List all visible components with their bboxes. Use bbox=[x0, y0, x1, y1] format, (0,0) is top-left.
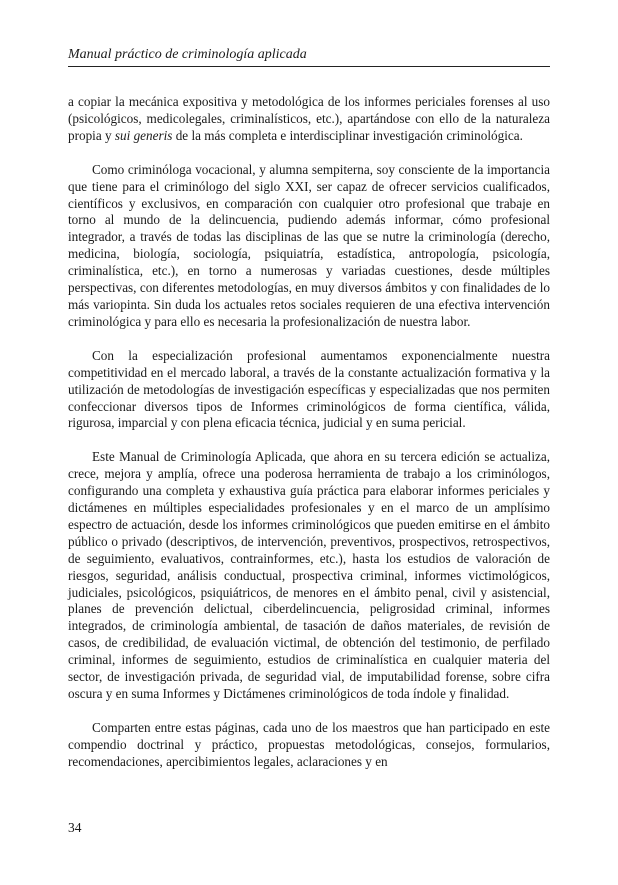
running-header: Manual práctico de criminología aplicada bbox=[68, 46, 550, 67]
paragraph-1 bbox=[68, 94, 550, 145]
paragraph-1-text-a: a copiar la mecánica expositiva y metodológica de los informes periciales forenses al uso (psicológicos, medicolegales, criminalísticos, etc.), apartándose con ello de la naturaleza propia y bbox=[68, 94, 550, 143]
paragraph-2: Como criminóloga vocacional, y alumna sempiterna, soy consciente de la importancia que tiene para el criminólogo del siglo XXI, ser capaz de ofrecer servicios cualificados, científicos y exclusivos, en comparación con cualquier otro profesional que trabaje en torno al mundo de la delincuencia, pudiendo además informar, cómo profesional integrador, a través de todas las disciplinas de las que se nutre la criminología (derecho, medicina, biología, sociología, psiquiatría, estadística, antropología, psicología, criminalística, etc.), en torno a numerosas y variadas cuestiones, desde múltiples perspectivas, con diferentes metodologías, en muy diversos ámbitos y con finalidades de lo más variopinta. Sin duda los actuales retos sociales requieren de una efectiva intervención criminológica y para ello es necesaria la profesionalización de nuestra labor. bbox=[68, 161, 550, 329]
body-text bbox=[68, 94, 550, 771]
paragraph-4: Este Manual de Criminología Aplicada, que ahora en su tercera edición se actualiza, crece, mejora y amplía, ofrece una poderosa herramienta de trabajo a los criminólogos, configurando una completa y exhaustiva guía práctica para elaborar informes periciales y dictámenes en múltiples especialidades profesionales y en el marco de un amplísimo espectro de actuación, desde los informes criminológicos que pueden emitirse en el ámbito público o privado (descriptivos, de intervención, preventivos, prospectivos, retrospectivos, de seguimiento, evaluativos, contrainformes, etc.), hasta los estudios de valoración de riesgos, seguridad, análisis conductual, prospectiva criminal, informes victimológicos, judiciales, psicológicos, psiquiátricos, de menores en el ámbito penal, civil y asistencial, planes de prevención delictual, ciberdelincuencia, peligrosidad criminal, informes integrados, de criminología ambiental, de tasación de daños materiales, de revisión de casos, de credibilidad, de evaluación victimal, de obtención del testimonio, de perfilado criminal, informes de seguimiento, estudios de criminalística en cualquier materia del sector, de investigación privada, de seguridad vial, de imputabilidad forense, sobre cifra oscura y en suma Informes y Dictámenes criminológicos de toda índole y finalidad. bbox=[68, 449, 550, 701]
page-number: 34 bbox=[68, 820, 82, 835]
paragraph-1-text-b: de la más completa e interdisciplinar investigación criminológica. bbox=[172, 127, 523, 143]
paragraph-1-italic: sui generis bbox=[114, 127, 173, 143]
paragraph-5: Comparten entre estas páginas, cada uno de los maestros que han participado en este compendio doctrinal y práctico, propuestas metodológicas, consejos, formularios, recomendaciones, apercibimientos legales, aclaraciones y en bbox=[68, 719, 550, 769]
paragraph-3: Con la especialización profesional aumentamos exponencialmente nuestra competitividad en el mercado laboral, a través de la constante actualización formativa y la utilización de metodologías de investigación específicas y especializadas que nos permiten confeccionar diversos tipos de Informes criminológicos de forma científica, válida, rigurosa, imparcial y con plena eficacia técnica, judicial y en suma pericial. bbox=[68, 347, 550, 431]
